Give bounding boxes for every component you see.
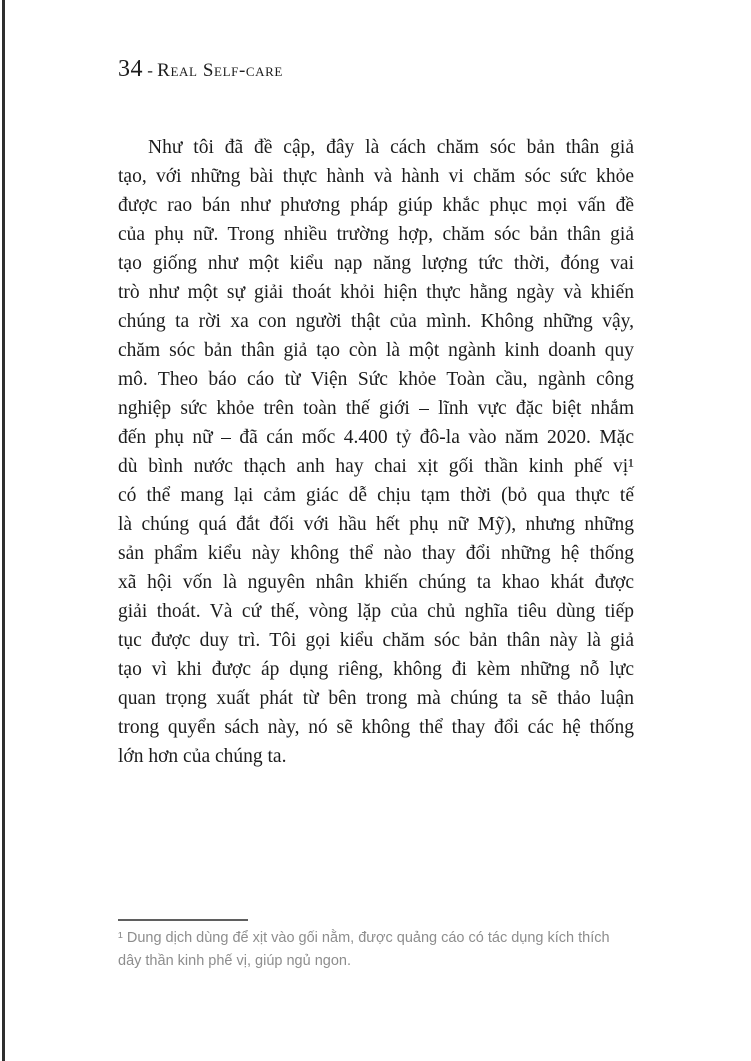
footnote — [118, 927, 638, 973]
body-line: đến phụ nữ – đã cán mốc 4.400 tỷ đô-la vào năm 2020. Mặc — [118, 427, 634, 448]
body-line: là chúng quá đắt đối với hầu hết phụ nữ Mỹ), nhưng những — [118, 514, 634, 535]
body-line: mô. Theo báo cáo từ Viện Sức khỏe Toàn cầu, ngành công — [118, 369, 634, 390]
body-line: có thể mang lại cảm giác dễ chịu tạm thời (bỏ qua thực tế — [118, 485, 634, 506]
page-header — [118, 56, 283, 83]
body-line: lớn hơn của chúng ta. — [118, 746, 287, 767]
body-line: xã hội vốn là nguyên nhân khiến chúng ta khao khát được — [118, 572, 634, 593]
footnote-line: dây thần kinh phế vị, giúp ngủ ngon. — [118, 953, 351, 969]
footnote-rule — [118, 919, 248, 921]
body-line: được rao bán như phương pháp giúp khắc phục mọi vấn đề — [118, 195, 634, 216]
running-title: Real Self-care — [157, 60, 283, 81]
body-line: trong quyển sách này, nó sẽ không thể thay đổi các hệ thống — [118, 717, 634, 738]
body-line: của phụ nữ. Trong nhiều trường hợp, chăm sóc bản thân giả — [118, 224, 634, 245]
body-line: chăm sóc bản thân giả tạo còn là một ngành kinh doanh quy — [118, 340, 634, 361]
body-line: dù bình nước thạch anh hay chai xịt gối thần kinh phế vị¹ — [118, 456, 634, 477]
body-line: tục được duy trì. Tôi gọi kiểu chăm sóc bản thân này là giả — [118, 630, 634, 651]
body-line: tạo giống như một kiểu nạp năng lượng tức thời, đóng vai — [118, 253, 634, 274]
page-left-border — [2, 0, 5, 1061]
body-line: quan trọng xuất phát từ bên trong mà chúng ta sẽ thảo luận — [118, 688, 634, 709]
body-line: tạo, với những bài thực hành và hành vi chăm sóc sức khỏe — [118, 166, 634, 187]
body-line: giải thoát. Và cứ thế, vòng lặp của chủ nghĩa tiêu dùng tiếp — [118, 601, 634, 622]
footnote-line: ¹ Dung dịch dùng để xịt vào gối nằm, được quảng cáo có tác dụng kích thích — [118, 930, 610, 946]
body-line: trò như một sự giải thoát khỏi hiện thực hằng ngày và khiến — [118, 282, 634, 303]
page-number: 34 — [118, 56, 143, 82]
body-line: chúng ta rời xa con người thật của mình. Không những vậy, — [118, 311, 634, 332]
header-separator: - — [143, 61, 158, 80]
body-line: Như tôi đã đề cập, đây là cách chăm sóc bản thân giả — [148, 137, 634, 158]
body-paragraph — [118, 133, 634, 771]
body-line: nghiệp sức khỏe trên toàn thế giới – lĩnh vực đặc biệt nhắm — [118, 398, 634, 419]
body-line: tạo vì khi được áp dụng riêng, không đi kèm những nỗ lực — [118, 659, 634, 680]
body-line: sản phẩm kiểu này không thể nào thay đổi những hệ thống — [118, 543, 634, 564]
